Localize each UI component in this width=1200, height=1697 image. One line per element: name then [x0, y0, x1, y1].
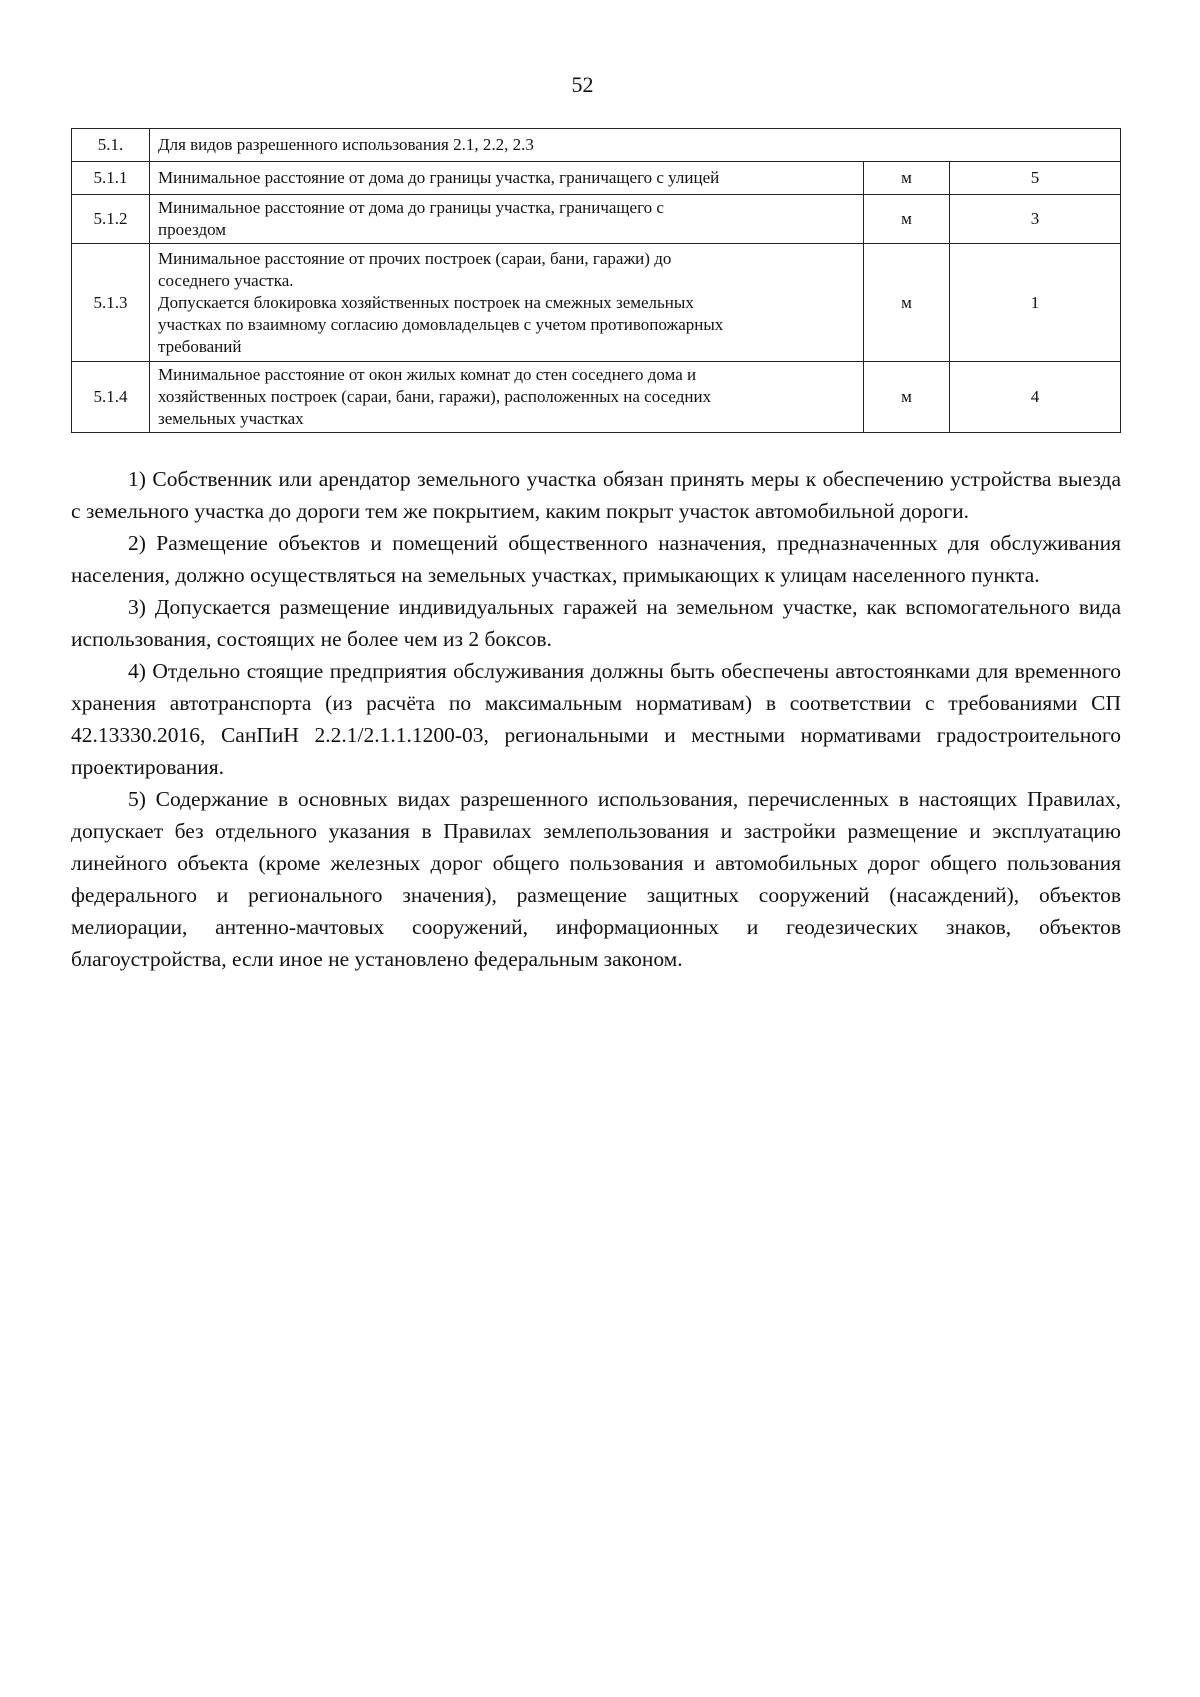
row-description-line: соседнего участка.	[158, 270, 294, 290]
row-description-line: проездом	[158, 220, 227, 239]
row-number: 5.1.1	[72, 162, 150, 195]
row-value: 3	[950, 195, 1121, 244]
row-value: 4	[950, 362, 1121, 433]
row-unit: м	[864, 195, 950, 244]
row-number: 5.1.4	[72, 362, 150, 433]
paragraph: 2) Размещение объектов и помещений общественного назначения, предназначенных для обслуживания населения, должно осуществляться на земельных участках, примыкающих к улицам населенного пункта.	[71, 531, 1121, 587]
row-unit: м	[864, 162, 950, 195]
row-description-line: Минимальное расстояние от дома до границы участка, граничащего с улицей	[158, 168, 720, 187]
page-number: 52	[571, 72, 594, 97]
row-description-line: Для видов разрешенного использования 2.1, 2.2, 2.3	[158, 135, 534, 154]
table-row	[72, 195, 1121, 244]
row-description-line: Минимальное расстояние от дома до границы участка, граничащего с	[158, 198, 664, 217]
row-number: 5.1.2	[72, 195, 150, 244]
paragraph: 4) Отдельно стоящие предприятия обслуживания должны быть обеспечены автостоянками для временного хранения автотранспорта (из расчёта по максимальным нормативам) в соответствии с требованиями СП 42.13330.2016, СанПиН 2.2.1/2.1.1.1200-03, региональными и местными нормативами градостроительного проектирования.	[71, 659, 1121, 779]
row-description-line: хозяйственных построек (сараи, бани, гаражи), расположенных на соседних	[158, 387, 712, 406]
table-row	[72, 129, 1121, 162]
norms-table	[71, 128, 1121, 433]
row-unit: м	[864, 362, 950, 433]
row-description-line: Минимальное расстояние от прочих построек (сараи, бани, гаражи) до	[158, 248, 672, 268]
row-description-line: земельных участках	[158, 409, 304, 428]
row-description	[150, 362, 864, 433]
row-description-line: Минимальное расстояние от окон жилых комнат до стен соседнего дома и	[158, 365, 697, 384]
row-description	[150, 244, 864, 362]
paragraph: 3) Допускается размещение индивидуальных гаражей на земельном участке, как вспомогательного вида использования, состоящих не более чем из 2 боксов.	[71, 595, 1121, 651]
row-number: 5.1.	[72, 129, 150, 162]
row-number: 5.1.3	[72, 244, 150, 362]
table-row	[72, 362, 1121, 433]
row-unit: м	[864, 244, 950, 362]
row-description-line: требований	[158, 336, 242, 356]
row-value: 5	[950, 162, 1121, 195]
row-value: 1	[950, 244, 1121, 362]
paragraph: 1) Собственник или арендатор земельного участка обязан принять меры к обеспечению устройства выезда с земельного участка до дороги тем же покрытием, каким покрыт участок автомобильной дороги.	[71, 467, 1121, 523]
paragraph: 5) Содержание в основных видах разрешенного использования, перечисленных в настоящих Правилах, допускает без отдельного указания в Правилах землепользования и застройки размещение и эксплуатацию линейного объекта (кроме железных дорог общего пользования и автомобильных дорог общего пользования федерального и регионального значения), размещение защитных сооружений (насаждений), объектов мелиорации, антенно-мачтовых сооружений, информационных и геодезических знаков, объектов благоустройства, если иное не установлено федеральным законом.	[71, 787, 1121, 971]
row-description	[150, 162, 864, 195]
table-row	[72, 162, 1121, 195]
table-row	[72, 244, 1121, 362]
row-description-line: Допускается блокировка хозяйственных построек на смежных земельных	[158, 292, 694, 312]
row-description-line: участках по взаимному согласию домовладельцев с учетом противопожарных	[158, 314, 724, 334]
body-text	[71, 463, 1121, 975]
row-description	[150, 195, 864, 244]
row-description	[150, 129, 1121, 162]
